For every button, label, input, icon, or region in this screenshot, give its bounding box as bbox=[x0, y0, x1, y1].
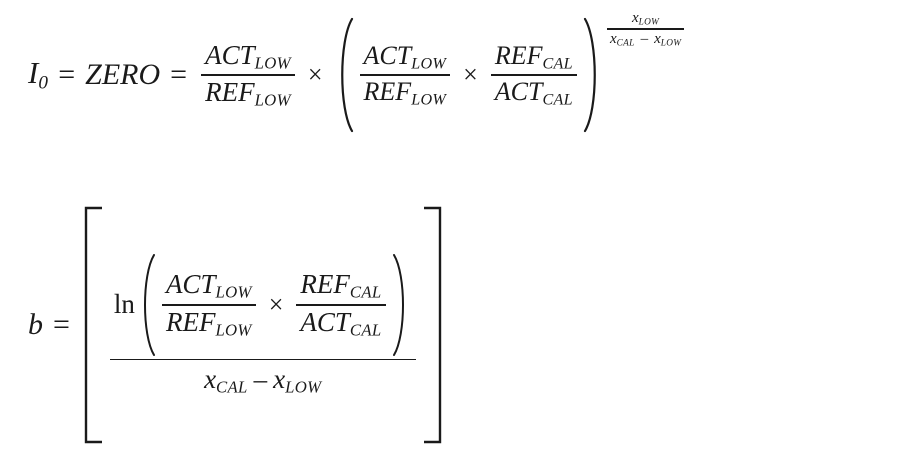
equation2-fraction-ref-act-cal bbox=[292, 268, 389, 341]
fraction-numerator bbox=[110, 251, 416, 359]
right-square-bracket-icon bbox=[420, 205, 446, 445]
fraction-numerator: $ACT_{LOW}$ bbox=[363, 40, 447, 73]
equation2-equals: = bbox=[53, 308, 70, 341]
fraction-denominator: $REF_{LOW}$ bbox=[205, 76, 291, 110]
equation1-paren-fraction-act-ref-low bbox=[356, 40, 455, 111]
equation1-multiply-1: × bbox=[307, 60, 323, 89]
equation-b bbox=[28, 205, 446, 445]
equation1-equals-2: = bbox=[170, 58, 188, 91]
left-parenthesis-icon bbox=[136, 252, 158, 358]
equation1-equals-1: = bbox=[58, 58, 76, 91]
exponent-denominator: $x_{CAL} - x_{LOW}$ bbox=[609, 30, 682, 49]
equation1-zero-label: ZERO bbox=[85, 58, 161, 91]
fraction-denominator: $ACT_{CAL}$ bbox=[300, 306, 382, 340]
equation2-multiply: × bbox=[268, 289, 284, 319]
fraction-denominator: $ACT_{CAL}$ bbox=[494, 76, 573, 109]
equation2-fraction-act-ref-low bbox=[158, 268, 260, 341]
fraction-numerator: $ACT_{LOW}$ bbox=[165, 269, 252, 303]
equation1-lhs-symbol: $I_0$ bbox=[28, 55, 49, 94]
equation1-paren-fraction-ref-act-cal bbox=[487, 40, 581, 111]
right-parenthesis-icon bbox=[581, 16, 605, 134]
equation1-fraction-act-ref-low bbox=[197, 39, 299, 112]
equation-i0-zero bbox=[28, 9, 682, 134]
fraction-numerator: $ACT_{LOW}$ bbox=[205, 39, 291, 73]
fraction-denominator: $REF_{LOW}$ bbox=[165, 306, 252, 340]
natural-log-label: ln bbox=[113, 289, 135, 320]
equation1-exponent bbox=[607, 9, 684, 49]
left-square-bracket-icon bbox=[80, 205, 106, 445]
left-parenthesis-icon bbox=[332, 16, 356, 134]
fraction-denominator: $REF_{LOW}$ bbox=[363, 76, 447, 109]
equation2-lhs-symbol: b bbox=[28, 308, 43, 341]
fraction-numerator: $REF_{CAL}$ bbox=[300, 269, 382, 303]
exponent-numerator: $x_{LOW}$ bbox=[632, 9, 660, 28]
equation1-multiply-2: × bbox=[463, 60, 478, 89]
fraction-denominator: $x_{CAL} - x_{LOW}$ bbox=[204, 364, 322, 398]
fraction-numerator: $REF_{CAL}$ bbox=[494, 40, 573, 73]
right-parenthesis-icon bbox=[390, 252, 412, 358]
equation2-outer-fraction bbox=[106, 251, 420, 399]
